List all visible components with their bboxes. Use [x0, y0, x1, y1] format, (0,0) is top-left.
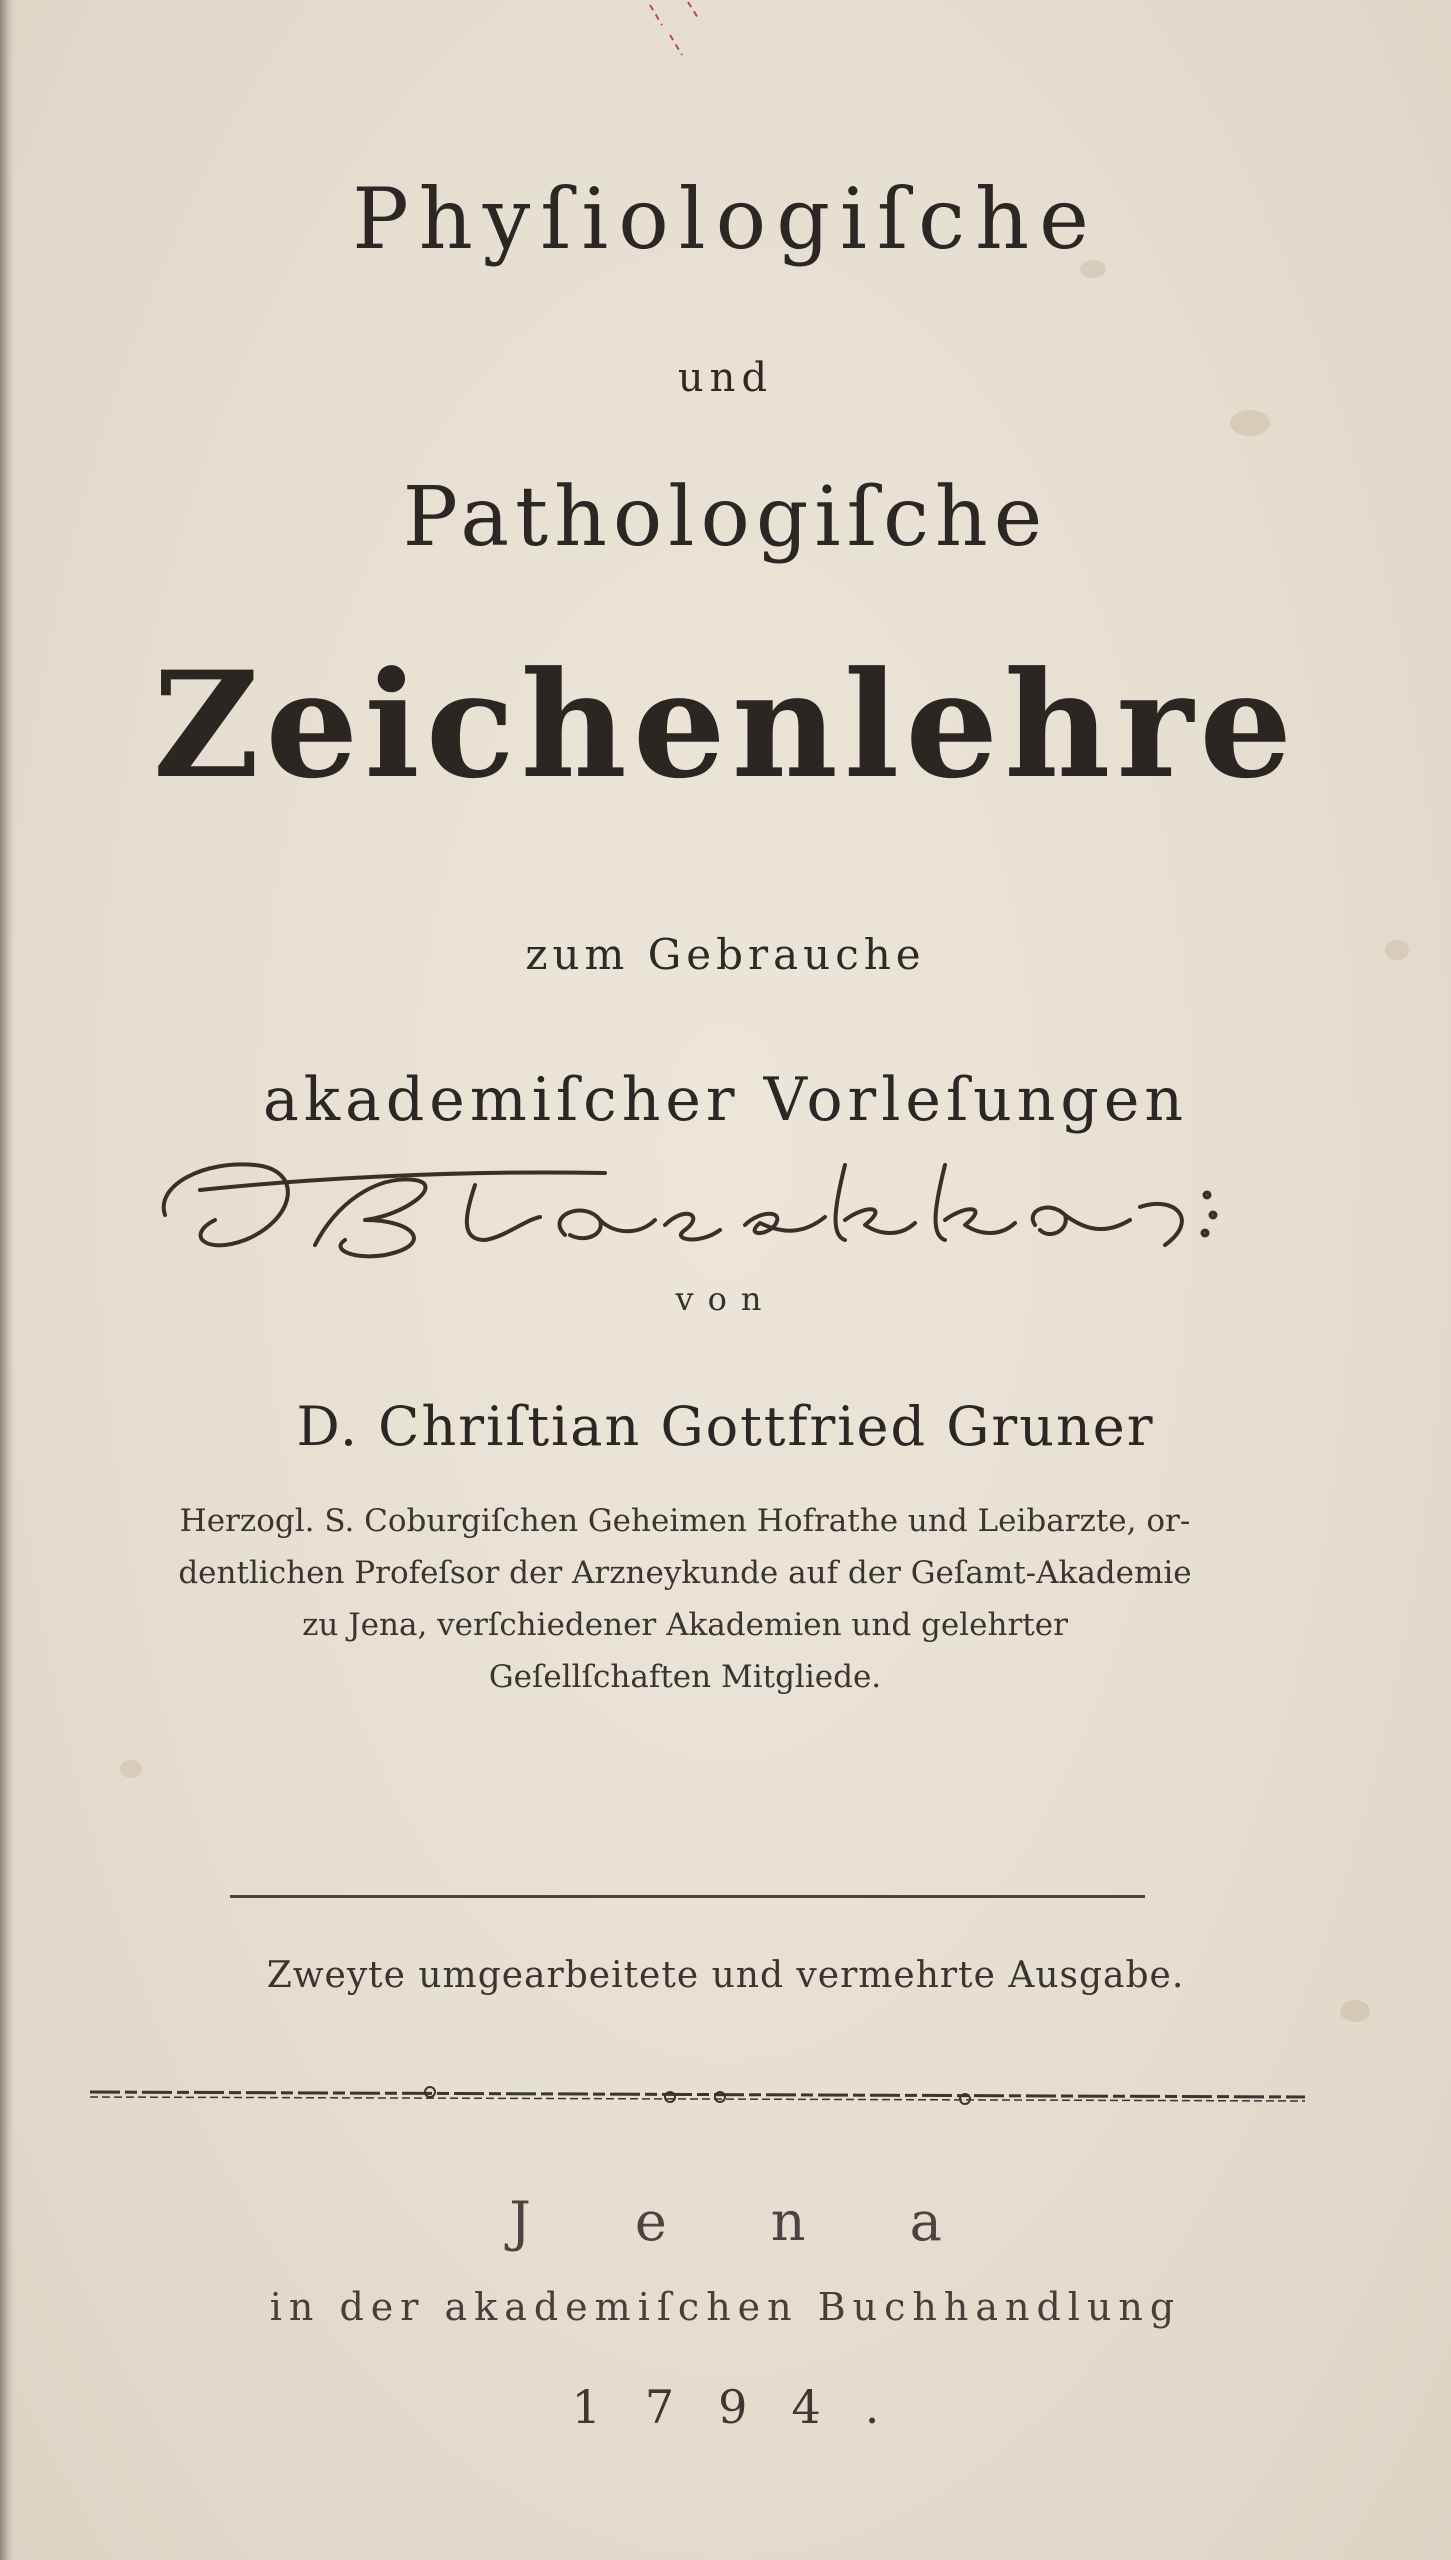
- foxing-spot: [1340, 2000, 1370, 2022]
- red-ink-mark: [640, 0, 720, 70]
- subtitle-line-2: akademiſcher Vorleſungen: [263, 1065, 1188, 1135]
- author-description-line: Geſellſchaften Mitgliede.: [488, 1659, 882, 1695]
- main-title: Zeichenlehre: [152, 640, 1299, 811]
- ornamental-rule: [90, 2080, 1305, 2110]
- imprint-year: 1794.: [571, 2380, 924, 2434]
- author-description: [75, 1495, 1295, 1703]
- foxing-spot: [1230, 410, 1270, 436]
- edition-statement: Zweyte umgearbeitete und vermehrte Ausgabe.: [266, 1955, 1185, 1996]
- title-line-2: Pathologiſche: [402, 470, 1049, 565]
- title-line-1: Phyſiologiſche: [352, 170, 1099, 268]
- handwritten-signature: [145, 1125, 1225, 1275]
- foxing-spot: [120, 1760, 142, 1778]
- imprint-publisher: in der akademiſchen Buchhandlung: [269, 2285, 1182, 2329]
- by-line: von: [675, 1280, 776, 1318]
- author-description-line: zu Jena, verſchiedener Akademien und gelehrter: [302, 1607, 1068, 1643]
- subtitle-line-1: zum Gebrauche: [525, 930, 926, 979]
- title-conjunction: und: [677, 355, 774, 401]
- author-description-line: dentlichen Profeſsor der Arzneykunde auf der Geſamt-Akademie: [178, 1555, 1192, 1591]
- author-description-line: Herzogl. S. Coburgiſchen Geheimen Hofrathe und Leibarzte, or-: [179, 1503, 1191, 1539]
- horizontal-rule: [230, 1895, 1145, 1898]
- author-name: D. Chriſtian Gottfried Gruner: [296, 1395, 1155, 1458]
- imprint-place: Jena: [509, 2190, 1046, 2253]
